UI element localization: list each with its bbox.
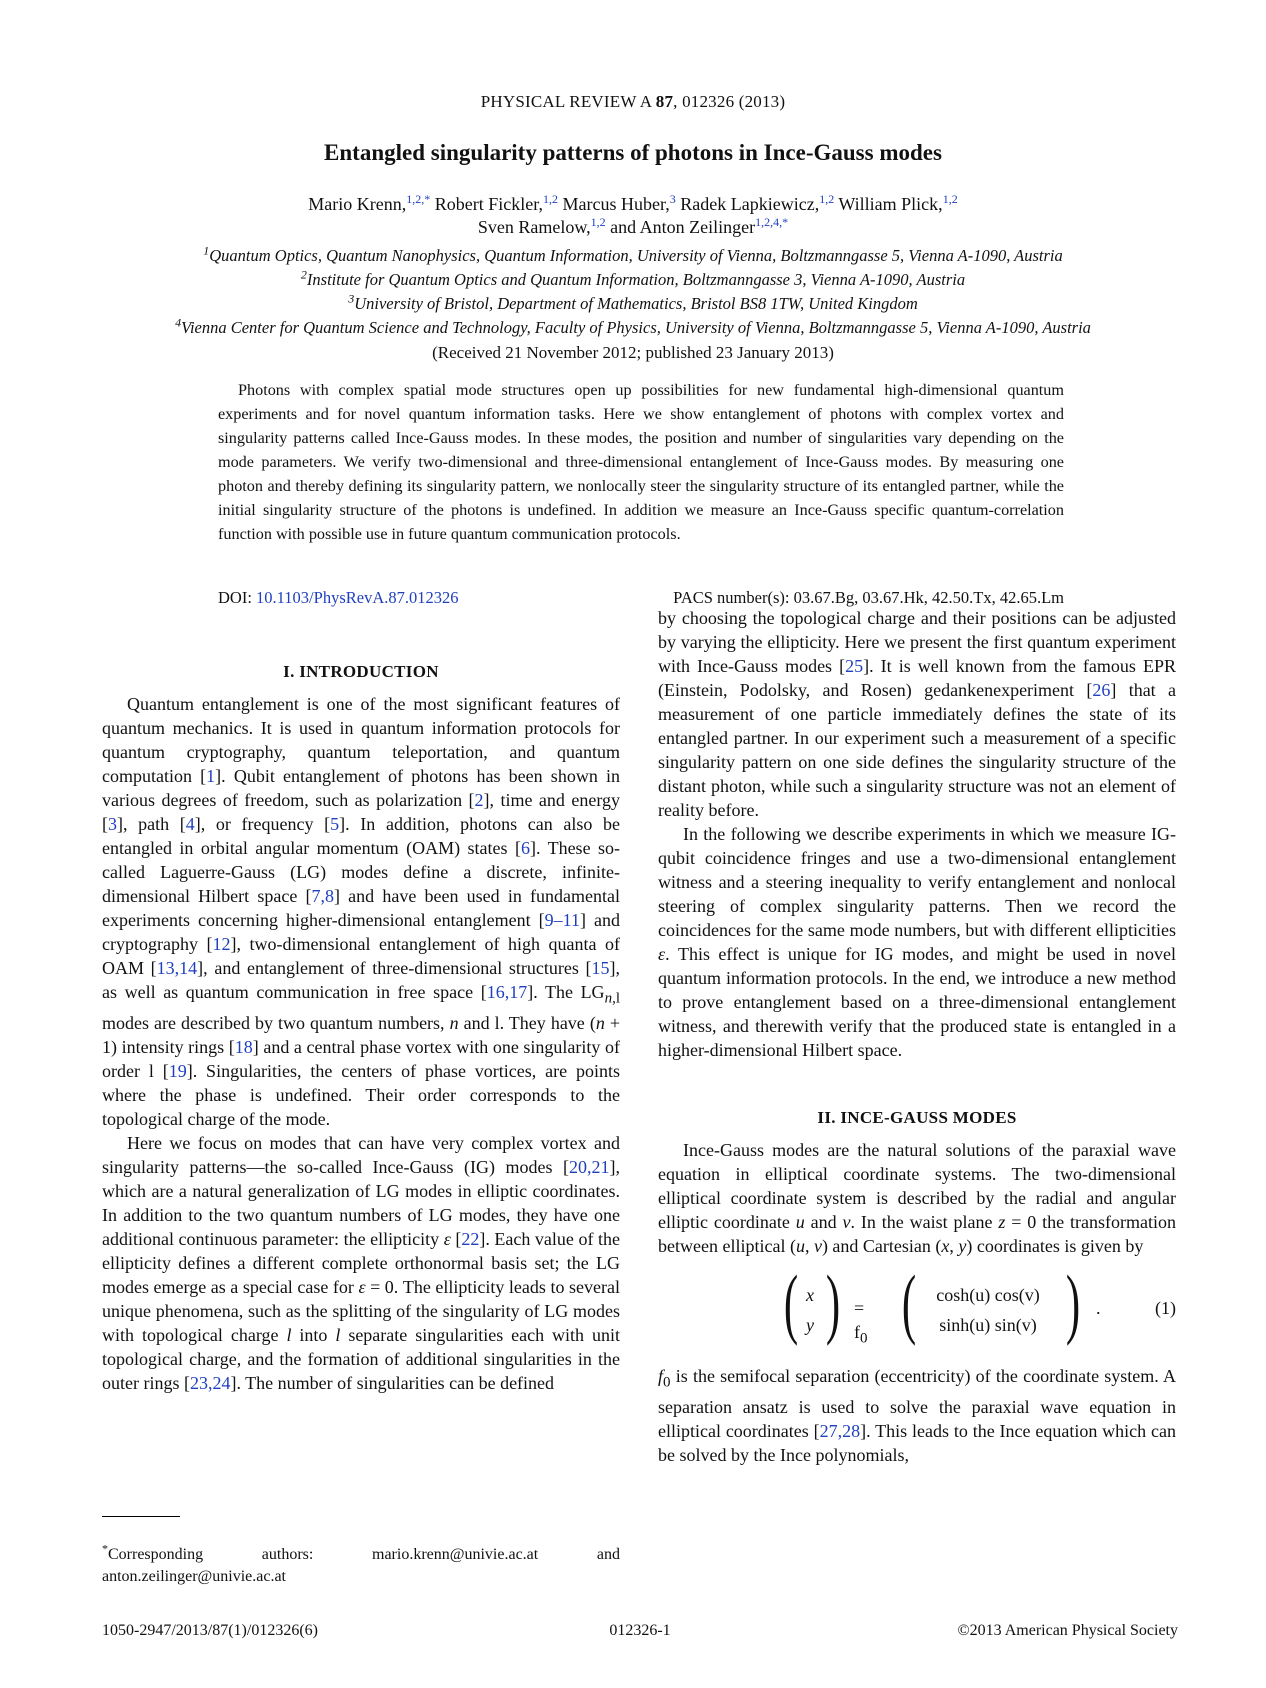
- matrix-top: cosh(u) cos(v): [936, 1285, 1040, 1305]
- author-list: [0, 193, 1266, 239]
- author: Mario Krenn,: [308, 194, 407, 214]
- citation-link[interactable]: 19: [168, 1060, 187, 1081]
- citation-link[interactable]: 15: [591, 958, 610, 978]
- matrix-trig: [918, 1280, 1058, 1340]
- footnote-rule: [102, 1516, 180, 1517]
- affiliation-number: 4: [175, 315, 182, 330]
- body-paragraph: In the following we describe experiments in which we measure IG-qubit coincidence fringes and use a two-dimensional entanglement witness and a steering inequality to verify entanglement and nonlocal steering of complex singularity patterns. Then we record the coincidences for the same mode numbers, but with different ellipticities ε. This effect is unique for IG modes, and might be used in novel quantum information protocols. In the end, we introduce a new method to prove entanglement based on a three-dimensional entanglement witness, and therewith verify that the produced state is entangled in a higher-dimensional Hilbert space.: [658, 824, 1176, 1060]
- affiliation-text: Institute for Quantum Optics and Quantum Information, Boltzmanngasse 3, Vienna A-1090, Austria: [306, 270, 966, 289]
- abstract: Photons with complex spatial mode structures open up possibilities for new fundamental high-dimensional quantum experiments and for novel quantum information tasks. Here we show entanglement of photons with complex vortex and singularity patterns called Ince-Gauss modes. In these modes, the position and number of singularities vary depending on the mode parameters. We verify two-dimensional and three-dimensional entanglement of Ince-Gauss modes. By measuring one photon and thereby defining its singularity pattern, we nonlocally steer the singularity structure of its entangled partner, while the initial singularity structure of the photons is undefined. In addition we measure an Ince-Gauss specific quantum-correlation function with possible use in future quantum communication protocols.: [218, 381, 1064, 543]
- citation-link[interactable]: 25: [845, 656, 864, 676]
- citation-link[interactable]: 3: [108, 814, 117, 834]
- page-number: 012326-1: [609, 1622, 671, 1639]
- citation-link[interactable]: 6: [520, 838, 530, 858]
- equation-period: .: [1096, 1298, 1101, 1318]
- paper-title: Entangled singularity patterns of photons in Ince-Gauss modes: [324, 140, 942, 165]
- author-affiliation-mark[interactable]: 1,2: [819, 192, 835, 206]
- affiliations: [0, 244, 1266, 340]
- author-affiliation-mark[interactable]: 1,2: [543, 192, 559, 206]
- author: and Anton Zeilinger: [605, 217, 756, 237]
- vector-xy: [800, 1280, 820, 1340]
- affiliation-text: Quantum Optics, Quantum Nanophysics, Quantum Information, University of Vienna, Boltzmanngasse 5, Vienna A-1090, Austria: [209, 246, 1063, 265]
- affiliation-text: University of Bristol, Department of Mathematics, Bristol BS8 1TW, United Kingdom: [354, 294, 918, 313]
- citation-link[interactable]: 1: [206, 766, 216, 786]
- affiliation-text: Vienna Center for Quantum Science and Technology, Faculty of Physics, University of Vienna, Boltzmanngasse 5, Vienna A-1090, Austria: [181, 318, 1091, 337]
- right-paren: ): [1065, 1259, 1081, 1346]
- footnote-mark: *: [102, 1541, 108, 1556]
- author-affiliation-mark[interactable]: 3: [669, 192, 676, 206]
- footnote-text: Corresponding authors: mario.krenn@univie.ac.at and anton.zeilinger@univie.ac.at: [102, 1546, 620, 1585]
- footer-issn: 1050-2947/2013/87(1)/012326(6): [102, 1622, 318, 1639]
- pacs-numbers: PACS number(s): 03.67.Bg, 03.67.Hk, 42.50.Tx, 42.65.Lm: [673, 588, 1064, 607]
- affiliation: [0, 292, 1266, 316]
- affiliation-number: 3: [348, 291, 355, 306]
- citation-link[interactable]: 23,24: [189, 1372, 231, 1393]
- author-line-2: [0, 216, 1266, 239]
- symbol-x: x: [806, 1285, 814, 1305]
- doi-label: DOI:: [218, 588, 257, 607]
- author: Radek Lapkiewicz,: [675, 194, 820, 214]
- citation-link[interactable]: 18: [234, 1036, 253, 1057]
- right-column: [658, 606, 1176, 1467]
- body-paragraph: Here we focus on modes that can have very complex vortex and singularity patterns—the so-called Ince-Gauss (IG) modes [20,21], which are a natural generalization of LG modes in elliptic coordinates. In addition to the two quantum numbers of LG modes, they have one additional continuous parameter: the ellipticity ε [22]. Each value of the ellipticity defines a different complete orthonormal basis set; the LG modes emerge as a special case for ε = 0. The ellipticity leads to several unique phenomena, such as the splitting of the singularity of LG modes with topological charge l into l separate singularities each with unit topological charge, and the formation of additional singularities in the outer rings [23,24]. The number of singularities can be defined: [102, 1132, 621, 1393]
- symbol-y: y: [806, 1315, 814, 1335]
- author-affiliation-mark[interactable]: 1,2: [590, 215, 606, 229]
- affiliation-number: 2: [300, 267, 307, 282]
- affiliation: [0, 244, 1266, 268]
- received-dates: (Received 21 November 2012; published 23 January 2013): [432, 343, 834, 362]
- left-paren: (: [901, 1259, 917, 1346]
- affiliation: [0, 316, 1266, 340]
- citation-link[interactable]: 13,14: [156, 958, 198, 978]
- author-line-1: [0, 193, 1266, 216]
- equation-1: [658, 1259, 1176, 1354]
- body-paragraph: Ince-Gauss modes are the natural solutions of the paraxial wave equation in elliptical coordinate systems. The two-dimensional elliptical coordinate system is described by the radial and angular elliptic coordinate u and v. In the waist plane z = 0 the transformation between elliptical (u, v) and Cartesian (x, y) coordinates is given by: [658, 1140, 1176, 1256]
- section-spacer: [658, 1062, 1176, 1106]
- footnote: [102, 1541, 620, 1588]
- author: Sven Ramelow,: [477, 217, 591, 237]
- section-heading: I. INTRODUCTION: [283, 662, 439, 681]
- doi-pacs-line: [218, 588, 1064, 608]
- left-paren: (: [783, 1259, 799, 1346]
- citation-link[interactable]: 20,21: [569, 1156, 610, 1177]
- citation-link[interactable]: 27,28: [819, 1420, 861, 1441]
- citation-link[interactable]: 7,8: [311, 886, 334, 906]
- doi-link[interactable]: 10.1103/PhysRevA.87.012326: [256, 588, 459, 607]
- citation-link[interactable]: 26: [1092, 680, 1111, 700]
- section-heading: II. INCE-GAUSS MODES: [817, 1108, 1017, 1127]
- matrix-bottom: sinh(u) sin(v): [939, 1315, 1037, 1335]
- left-column: [102, 660, 620, 1395]
- author-affiliation-mark[interactable]: 1,2,4,*: [755, 215, 789, 229]
- citation-link[interactable]: 5: [330, 814, 340, 834]
- citation-link[interactable]: 16,17: [486, 982, 528, 1002]
- citation-link[interactable]: 9–11: [544, 910, 580, 930]
- affiliation: [0, 268, 1266, 292]
- citation-link[interactable]: 4: [185, 814, 195, 834]
- right-paren: ): [825, 1259, 841, 1346]
- body-paragraph: $f_0$ is the semifocal separation (eccentricity) of the coordinate system. A separation ansatz is used to solve the paraxial wave equation in elliptical coordinates [27,28]. This leads to the Ince equation which can be solved by the Ince polynomials,: [658, 1366, 1176, 1465]
- citation-link[interactable]: 2: [474, 790, 484, 810]
- author: Robert Fickler,: [430, 194, 544, 214]
- author: William Plick,: [834, 194, 943, 214]
- body-paragraph: Quantum entanglement is one of the most significant features of quantum mechanics. It is used in quantum information protocols for quantum cryptography, quantum teleportation, and quantum computation [1]. Qubit entanglement of photons has been shown in various degrees of freedom, such as polarization [2], time and energy [3], path [4], or frequency [5]. In addition, photons can also be entangled in orbital angular momentum (OAM) states [6]. These so-called Laguerre-Gauss (LG) modes define a discrete, infinite-dimensional Hilbert space [7,8] and have been used in fundamental experiments concerning higher-dimensional entanglement [9–11] and cryptography [12], two-dimensional entanglement of high quanta of OAM [13,14], and entanglement of three-dimensional structures [15], as well as quantum communication in free space [16,17]. The $LG_{n,l}$ modes are described by two quantum numbers, n and l. They have (n + 1) intensity rings [18] and a central phase vortex with one singularity of order l [19]. Singularities, the centers of phase vortices, are points where the phase is undefined. Their order corresponds to the topological charge of the mode.: [102, 694, 621, 1129]
- author: Marcus Huber,: [558, 194, 670, 214]
- equation-number: (1): [1155, 1298, 1176, 1318]
- citation-link[interactable]: 12: [212, 934, 231, 954]
- author-affiliation-mark[interactable]: 1,2,*: [406, 192, 431, 206]
- affiliation-number: 1: [203, 243, 210, 258]
- journal-header: PHYSICAL REVIEW A 87, 012326 (2013): [480, 92, 786, 111]
- copyright: ©2013 American Physical Society: [957, 1622, 1178, 1639]
- page-footer: [102, 1622, 1178, 1640]
- equals-f0: = $f_0$: [854, 1298, 868, 1347]
- body-paragraph: by choosing the topological charge and their positions can be adjusted by varying the ellipticity. Here we present the first quantum experiment with Ince-Gauss modes [25]. It is well known from the famous EPR (Einstein, Podolsky, and Rosen) gedankenexperiment [26] that a measurement of one particle immediately defines the state of its entangled partner. In our experiment such a measurement of a specific singularity pattern on one side defines the singularity structure of the distant photon, while such a singularity structure was not an element of reality before.: [658, 608, 1176, 820]
- citation-link[interactable]: 22: [461, 1228, 480, 1249]
- author-affiliation-mark[interactable]: 1,2: [942, 192, 958, 206]
